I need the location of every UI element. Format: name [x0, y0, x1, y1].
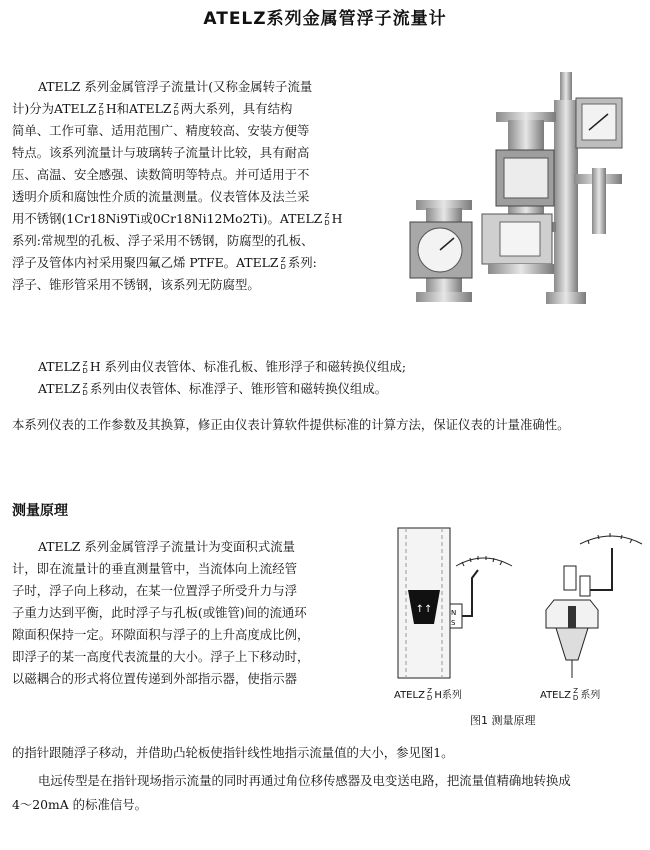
zd-fraction: Z D — [324, 211, 330, 227]
magnet-n-label: N — [451, 609, 457, 617]
figure-caption: 图1 测量原理 — [470, 714, 536, 727]
zd-fraction: Z D — [82, 359, 88, 375]
zd-fraction: Z D — [280, 255, 286, 271]
intro-paragraph — [12, 76, 392, 296]
intro-line: 用不锈钢(1Cr18Ni9Ti或0Cr18Ni12Mo2Ti)。ATELZ Z D H — [12, 211, 343, 227]
zd-fraction: Z D — [572, 687, 579, 702]
diagram-label-right: ATELZ Z D 系列 — [540, 687, 601, 702]
intro-line: 系列:常规型的孔板、浮子采用不锈钢，防腐型的孔板、 — [12, 233, 314, 248]
zd-fraction: Z D — [426, 687, 433, 702]
principle-line: 子重力达到平衡，此时浮子与孔板(或锥管)间的流通环 — [12, 605, 307, 620]
principle-paragraph — [12, 536, 382, 690]
zd-fraction: Z D — [173, 101, 179, 117]
principle-line: 隙面积保持一定。环隙面积与浮子的上升高度成比例， — [12, 627, 310, 642]
diagram-label-left: ATELZ Z D H系列 — [394, 687, 462, 702]
principle-line: 4～20mA 的标准信号。 — [12, 797, 148, 812]
series-line: ATELZ Z D H 系列由仪表管体、标准孔板、锥形浮子和磁转换仪组成; — [38, 359, 407, 375]
intro-line: 计)分为ATELZ Z D H和ATELZ Z D 两大系列，具有结构 — [12, 101, 293, 117]
principle-line: 子时，浮子向上移动，在某一位置浮子所受升力与浮 — [12, 583, 297, 598]
principle-line: 电远传型是在指针现场指示流量的同时再通过角位移传感器及电变送电路，把流量值精确地转换成 — [38, 773, 571, 788]
intro-line: 压、高温、安全感强、读数简明等特点。并可适用于不 — [12, 167, 310, 182]
principle-line: 以磁耦合的形式将位置传递到外部指示器，使指示器 — [12, 671, 297, 686]
page-title: ATELZ系列金属管浮子流量计 — [203, 9, 447, 29]
principle-line: 计，即在流量计的垂直测量管中，当流体向上流经管 — [12, 561, 297, 576]
principle-line: 的指针跟随浮子移动，并借助凸轮板使指针线性地指示流量值的大小，参见图1。 — [12, 745, 454, 760]
series-paragraph — [38, 356, 638, 400]
intro-line: ATELZ 系列金属管浮子流量计(又称金属转子流量 — [38, 79, 313, 94]
principle-line: ATELZ 系列金属管浮子流量计为变面积式流量 — [38, 539, 295, 554]
summary-line: 本系列仪表的工作参数及其换算，修正由仪表计算软件提供标准的计算方法，保证仪表的计量准确性。 — [12, 417, 570, 432]
flowmeter-product-photo — [396, 72, 626, 312]
intro-line: 浮子、锥形管采用不锈钢，该系列无防腐型。 — [12, 277, 260, 292]
zd-fraction: Z D — [98, 101, 104, 117]
intro-line: 浮子及管体内衬采用聚四氟乙烯 PTFE。ATELZ Z D 系列: — [12, 255, 317, 271]
principle-line: 即浮子的某一高度代表流量的大小。浮子上下移动时， — [12, 649, 310, 664]
svg-text:↑↑: ↑↑ — [415, 604, 433, 615]
intro-line: 简单、工作可靠、适用范围广、精度较高、安装方便等 — [12, 123, 310, 138]
intro-line: 透明介质和腐蚀性介质的流量测量。仪表管体及法兰采 — [12, 189, 310, 204]
magnet-s-label: S — [451, 619, 456, 627]
zd-fraction: Z D — [82, 381, 88, 397]
series-line: ATELZ Z D 系列由仪表管体、标准浮子、锥形管和磁转换仪组成。 — [38, 381, 388, 397]
section-heading: 测量原理 — [12, 503, 68, 519]
intro-line: 特点。该系列流量计与玻璃转子流量计比较，具有耐高 — [12, 145, 310, 160]
